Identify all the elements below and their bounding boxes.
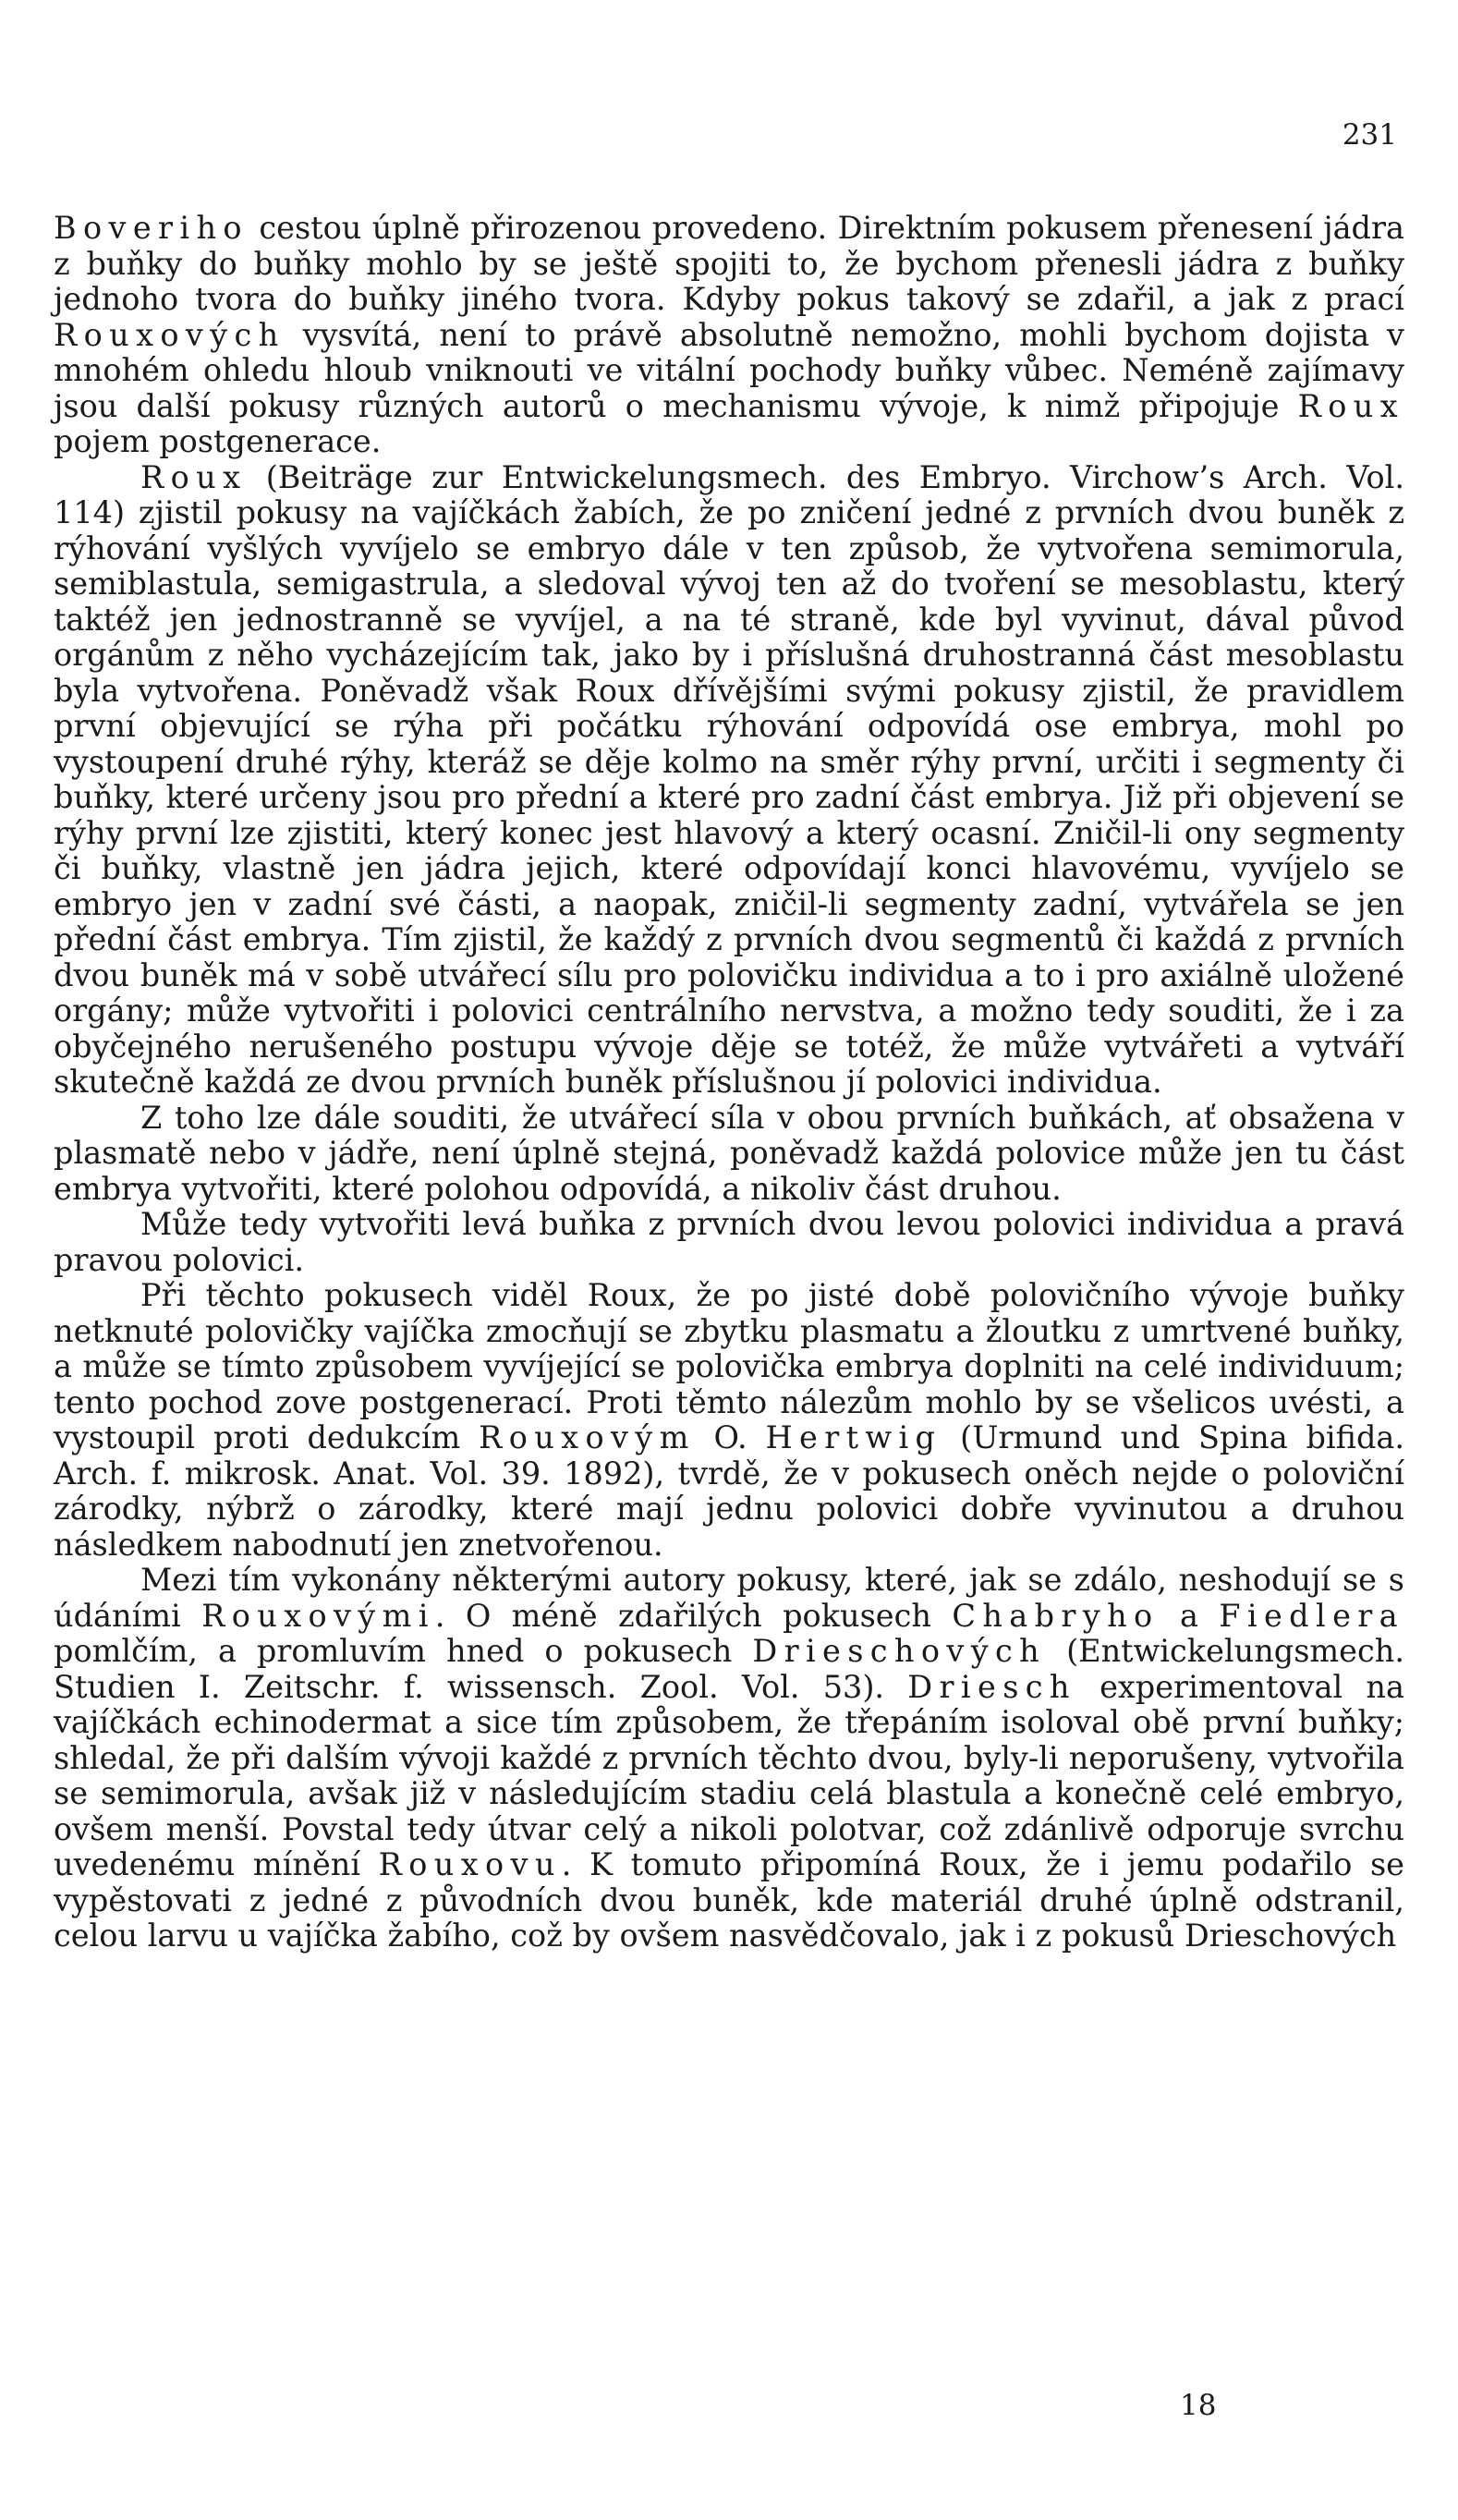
paragraph xyxy=(54,460,1404,1101)
paragraph xyxy=(54,1278,1404,1563)
text-run: pomlčím, a promluvím hned o pokusech xyxy=(54,1633,753,1669)
spaced-name: Rouxových xyxy=(54,316,286,353)
text-run: cestou úplně přirozenou provedeno. Direktním pokusem přenesení jádra z buňky do buňky mohlo by se ještě spojiti to, že bychom přenesli jádra z buňky jednoho tvora do buňky jiného tvora. Kdyby pokus takový se zdařil, a jak z prací xyxy=(54,210,1404,317)
spaced-name: Drieschových xyxy=(752,1633,1047,1669)
text-run: pojem postgenerace. xyxy=(54,423,382,459)
signature-mark: 18 xyxy=(1180,2389,1217,2422)
spaced-name: Rouxovým xyxy=(479,1419,696,1455)
text-run: Může tedy vytvořiti levá buňka z prvních dvou levou polovici individua a pravá pravou polovici. xyxy=(54,1206,1404,1278)
spaced-name: Chabryho xyxy=(952,1597,1160,1634)
paragraph xyxy=(54,1101,1404,1208)
spaced-name: Roux xyxy=(1297,387,1404,424)
text-run: . O méně zdařilých pokusech xyxy=(434,1597,953,1634)
text-run: a xyxy=(1159,1597,1220,1634)
text-run: (Entwickelungsmech. Studien I. Zeitschr. f. wissensch. Zool. Vol. 53). xyxy=(54,1633,1404,1705)
text-run: Z toho lze dále souditi, že utvářecí síla v obou prvních buňkách, ať obsažena v plasmatě nebo v jádře, není úplně stejná, poněvadž každá polovice může jen tu část embrya vytvořiti, které polohou odpovídá, a nikoliv část druhou. xyxy=(54,1099,1404,1207)
spaced-name: Rouxovu xyxy=(378,1846,562,1882)
paragraph xyxy=(54,1563,1404,1954)
text-run: experimentoval na vajíčkách echinodermat a sice tím způsobem, že třepáním isoloval obě první buňky; shledal, že při dalším vývoji každé z prvních těchto dvou, byly-li neporušeny, vytvořila se semimorula, avšak již v následujícím stadiu celá blastula a konečně celé embryo, ovšem menší. Povstal tedy útvar celý a nikoli polotvar, což zdánlivě odporuje svrchu uvedenému mínění xyxy=(54,1668,1404,1882)
text-run: Při těchto pokusech viděl Roux, že po jisté době polovičního vývoje buňky netknuté polovičky vajíčka zmocňují se zbytku plasmatu a žloutku z umrtvené buňky, a může se tímto způsobem vyvíjející se polovička embrya doplniti na celé individuum; tento pochod zove postgenerací. Proti těmto nálezům mohlo by se všelicos uvésti, a vystoupil proti dedukcím xyxy=(54,1277,1404,1455)
spaced-name: Boveriho xyxy=(54,210,249,246)
text-run: vysvítá, není to právě absolutně nemožno, mohli bychom dojista v mnohém ohledu hloub vniknouti ve vitální pochody buňky vůbec. Neméně zajímavy jsou další pokusy různých autorů o mechanismu vývoje, k nimž připojuje xyxy=(54,316,1404,424)
page-number: 231 xyxy=(1342,118,1397,152)
text-run: Mezi tím vykonány některými autory pokusy, které, jak se zdálo, neshodují se s údáními xyxy=(54,1562,1404,1634)
paragraph xyxy=(54,211,1404,460)
spaced-name: Roux xyxy=(140,458,248,495)
text-run: (Urmund und Spina bifida. Arch. f. mikrosk. Anat. Vol. 39. 1892), tvrdě, že v pokusech oněch nejde o poloviční zárodky, nýbrž o zárodky, které mají jednu polovici dobře vyvinutou a druhou následkem nabodnutí jen znetvořenou. xyxy=(54,1419,1405,1563)
text-run: O. xyxy=(695,1419,766,1455)
spaced-name: Hertwig xyxy=(765,1419,942,1455)
text-run: . K tomuto připomíná Roux, že i jemu podařilo se vypěstovati z jedné z původních dvou buněk, kde materiál druhé úplně odstranil, celou larvu u vajíčka žabího, což by ovšem nasvědčovalo, jak i z pokusů Drieschových xyxy=(54,1846,1404,1954)
spaced-name: Rouxovými xyxy=(201,1597,435,1634)
body-text xyxy=(54,211,1404,1954)
spaced-name: Driesch xyxy=(907,1668,1076,1705)
text-run: (Beiträge zur Entwickelungsmech. des Embryo. Virchow’s Arch. Vol. 114) zjistil pokusy na vajíčkách žabích, že po zničení jedné z prvních dvou buněk z rýhování vyšlých vyvíjelo se embryo dále v ten způsob, že vytvořena semimorula, semiblastula, semigastrula, a sledoval vývoj ten až do tvoření se mesoblastu, který taktéž jen jednostranně se vyvíjel, a na té straně, kde byl vyvinut, dával původ orgánům z něho vycházejícím tak, jako by i příslušná druhostranná část mesoblastu byla vytvořena. Poněvadž však Roux dřívějšími svými pokusy zjistil, že pravidlem první objevující se rýha při počátku rýhování odpovídá ose embrya, mohl po vystoupení druhé rýhy, kteráž se děje kolmo na směr rýhy první, určiti i segmenty či buňky, které určeny jsou pro přední a které pro zadní část embrya. Již při objevení se rýhy první lze zjistiti, který konec jest hlavový a který ocasní. Zničil-li ony segmenty či buňky, vlastně jen jádra jejich, které odpovídají konci hlavovému, vyvíjelo se embryo jen v zadní své části, a naopak, zničil-li segmenty zadní, vytvářela se jen přední část embrya. Tím zjistil, že každý z prvních dvou segmentů či každá z prvních dvou buněk má v sobě utvářecí sílu pro polovičku individua a to i pro axiálně uložené orgány; může vytvořiti i polovici centrálního nervstva, a možno tedy souditi, že i za obyčejného nerušeného postupu vývoje děje se totéž, že může vytvářeti a vytváří skutečně každá ze dvou prvních buněk příslušnou jí polovici individua. xyxy=(54,458,1404,1100)
spaced-name: Fiedlera xyxy=(1219,1597,1404,1634)
paragraph xyxy=(54,1207,1404,1278)
